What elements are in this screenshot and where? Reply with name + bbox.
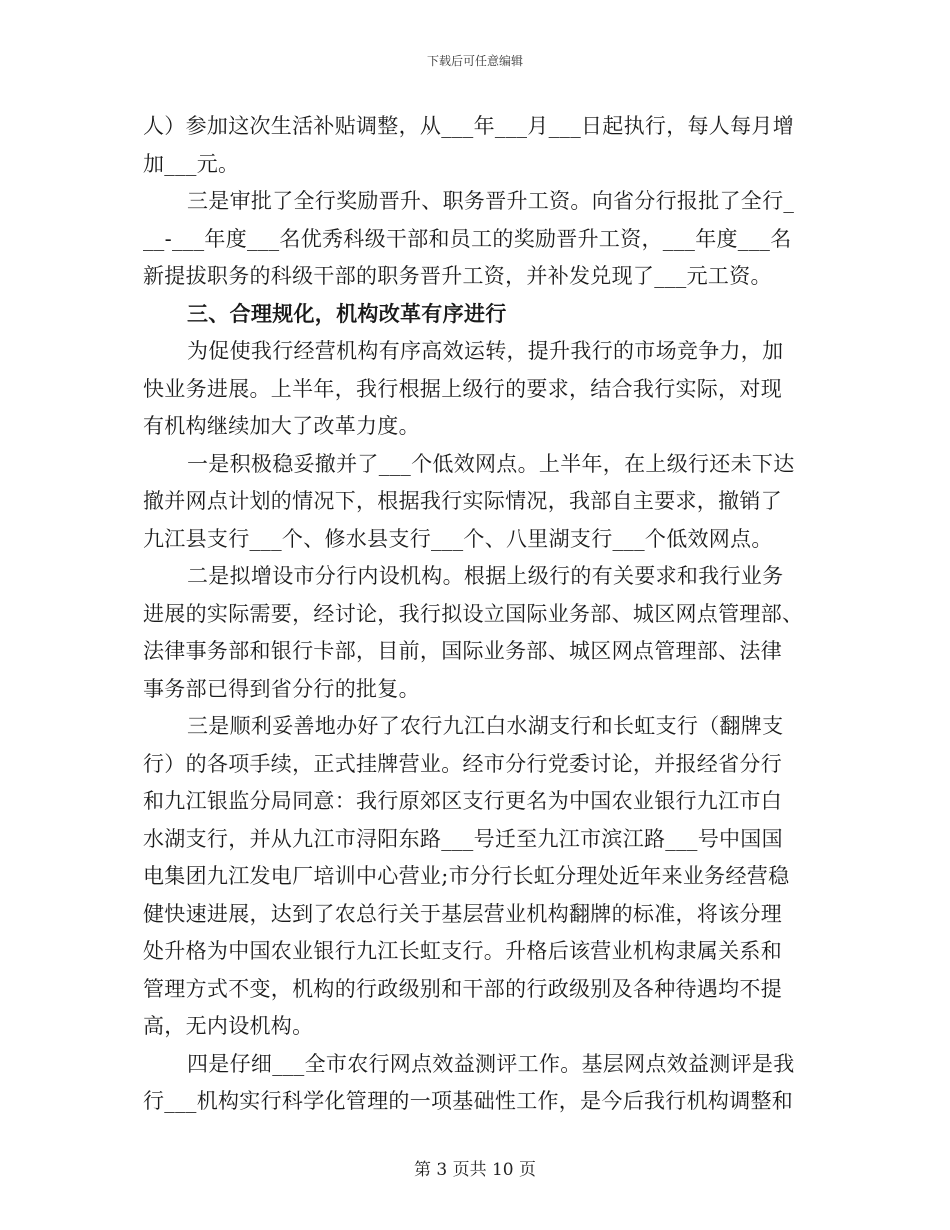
text-line: 九江县支行___个、修水县支行___个、八里湖支行___个低效网点。 xyxy=(143,526,773,551)
text-line: 事务部已得到省分行的批复。 xyxy=(143,676,420,701)
text-line: 处升格为中国农业银行九江长虹支行。升格后该营业机构隶属关系和 xyxy=(143,939,782,963)
page-footer: 第 3 页共 10 页 xyxy=(413,1160,537,1180)
text-line: 三是审批了全行奖励晋升、职务晋升工资。向省分行报批了全行_ xyxy=(187,189,795,213)
text-line: 进展的实际需要，经讨论，我行拟设立国际业务部、城区网点管理部、 xyxy=(143,601,804,626)
text-line: 法律事务部和银行卡部，目前，国际业务部、城区网点管理部、法律 xyxy=(143,639,782,663)
text-line: 加___元。 xyxy=(143,151,240,176)
text-line: 一是积极稳妥撤并了___个低效网点。上半年，在上级行还未下达 xyxy=(187,451,795,476)
text-line: 二是拟增设市分行内设机构。根据上级行的有关要求和我行业务 xyxy=(187,564,784,588)
text-line: 撤并网点计划的情况下，根据我行实际情况，我部自主要求，撤销了 xyxy=(143,489,782,513)
text-line: 高，无内设机构。 xyxy=(143,1014,314,1038)
section-heading: 三、合理规化，机构改革有序进行 xyxy=(187,301,507,326)
text-line: 健快速进展，达到了农总行关于基层营业机构翻牌的标准，将该分理 xyxy=(143,901,782,926)
text-line: 水湖支行，并从九江市浔阳东路___号迁至九江市滨江路___号中国国 xyxy=(143,826,783,851)
document-body xyxy=(143,108,813,1121)
text-line: 管理方式不变，机构的行政级别和干部的行政级别及各种待遇均不提 xyxy=(143,976,782,1001)
text-line: 行）的各项手续，正式挂牌营业。经市分行党委讨论，并报经省分行 xyxy=(143,751,782,776)
text-line: 新提拔职务的科级干部的职务晋升工资，并补发兑现了___元工资。 xyxy=(143,264,772,288)
text-line: 和九江银监分局同意：我行原郊区支行更名为中国农业银行九江市白 xyxy=(143,789,782,813)
text-line: 电集团九江发电厂培训中心营业;市分行长虹分理处近年来业务经营稳 xyxy=(143,864,790,888)
text-line: 行___机构实行科学化管理的一项基础性工作，是今后我行机构调整和 xyxy=(143,1089,794,1113)
text-line: 有机构继续加大了改革力度。 xyxy=(143,414,420,438)
text-line: 三是顺利妥善地办好了农行九江白水湖支行和长虹支行（翻牌支 xyxy=(187,714,784,738)
page-header: 下载后可任意编辑 xyxy=(426,54,523,68)
text-line: 人）参加这次生活补贴调整，从___年___月___日起执行，每人每月增 xyxy=(143,114,794,138)
text-line: __-___年度___名优秀科级干部和员工的奖励晋升工资，___年度___名 xyxy=(143,226,792,251)
text-line: 四是仔细___全市农行网点效益测评工作。基层网点效益测评是我 xyxy=(187,1051,795,1076)
text-line: 快业务进展。上半年，我行根据上级行的要求，结合我行实际，对现 xyxy=(143,376,782,401)
text-line: 为促使我行经营机构有序高效运转，提升我行的市场竞争力，加 xyxy=(187,339,784,363)
